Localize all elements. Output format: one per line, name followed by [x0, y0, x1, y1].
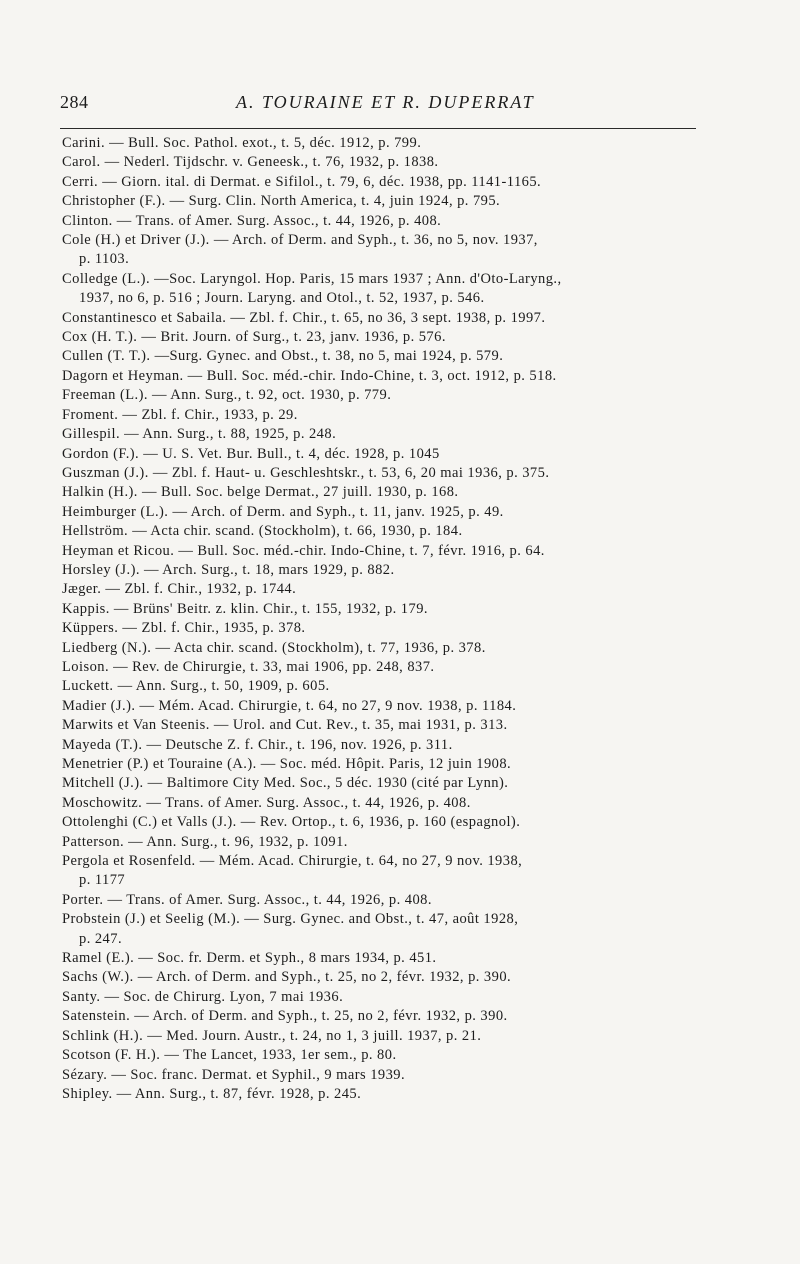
- reference-entry: Gordon (F.). — U. S. Vet. Bur. Bull., t. 4, déc. 1928, p. 1045: [62, 445, 440, 462]
- reference-entry: Heimburger (L.). — Arch. of Derm. and Syph., t. 11, janv. 1925, p. 49.: [62, 503, 504, 520]
- reference-entry: Heyman et Ricou. — Bull. Soc. méd.-chir. Indo-Chine, t. 7, févr. 1916, p. 64.: [62, 542, 545, 559]
- reference-entry: Carini. — Bull. Soc. Pathol. exot., t. 5, déc. 1912, p. 799.: [62, 135, 422, 151]
- reference-entry: Colledge (L.). —Soc. Laryngol. Hop. Paris, 15 mars 1937 ; Ann. d'Oto-Laryng.,: [62, 270, 562, 287]
- reference-entry: Ottolenghi (C.) et Valls (J.). — Rev. Ortop., t. 6, 1936, p. 160 (espagnol).: [62, 814, 521, 831]
- reference-entry: Cullen (T. T.). —Surg. Gynec. and Obst., t. 38, no 5, mai 1924, p. 579.: [62, 348, 504, 365]
- reference-entry: Mitchell (J.). — Baltimore City Med. Soc., 5 déc. 1930 (cité par Lynn).: [62, 775, 509, 792]
- reference-entry: Luckett. — Ann. Surg., t. 50, 1909, p. 605.: [62, 678, 330, 695]
- reference-continuation: p. 247.: [79, 930, 123, 947]
- reference-entry: Halkin (H.). — Bull. Soc. belge Dermat., 27 juill. 1930, p. 168.: [62, 484, 459, 501]
- reference-entry: Sézary. — Soc. franc. Dermat. et Syphil., 9 mars 1939.: [62, 1066, 406, 1083]
- reference-entry: Mayeda (T.). — Deutsche Z. f. Chir., t. 196, nov. 1926, p. 311.: [62, 736, 453, 753]
- reference-entry: Constantinesco et Sabaila. — Zbl. f. Chir., t. 65, no 36, 3 sept. 1938, p. 1997.: [62, 309, 546, 326]
- reference-entry: Christopher (F.). — Surg. Clin. North America, t. 4, juin 1924, p. 795.: [62, 193, 501, 210]
- reference-continuation: 1937, no 6, p. 516 ; Journ. Laryng. and Otol., t. 52, 1937, p. 546.: [79, 290, 485, 307]
- reference-entry: Freeman (L.). — Ann. Surg., t. 92, oct. 1930, p. 779.: [62, 387, 392, 404]
- reference-entry: Madier (J.). — Mém. Acad. Chirurgie, t. 64, no 27, 9 nov. 1938, p. 1184.: [62, 697, 517, 714]
- reference-entry: Küppers. — Zbl. f. Chir., 1935, p. 378.: [62, 620, 306, 637]
- reference-entry: Gillespil. — Ann. Surg., t. 88, 1925, p. 248.: [62, 426, 337, 443]
- reference-entry: Cerri. — Giorn. ital. di Dermat. e Sifilol., t. 79, 6, déc. 1938, pp. 1141-1165.: [62, 173, 542, 190]
- reference-entry: Pergola et Rosenfeld. — Mém. Acad. Chirurgie, t. 64, no 27, 9 nov. 1938,: [62, 853, 523, 870]
- reference-entry: Marwits et Van Steenis. — Urol. and Cut. Rev., t. 35, mai 1931, p. 313.: [62, 717, 508, 734]
- running-title: A. TOURAINE ET R. DUPERRAT: [236, 92, 535, 112]
- reference-entry: Ramel (E.). — Soc. fr. Derm. et Syph., 8 mars 1934, p. 451.: [62, 950, 437, 967]
- reference-entry: Cox (H. T.). — Brit. Journ. of Surg., t. 23, janv. 1936, p. 576.: [62, 329, 446, 346]
- reference-entry: Patterson. — Ann. Surg., t. 96, 1932, p. 1091.: [62, 833, 348, 850]
- reference-entry: Clinton. — Trans. of Amer. Surg. Assoc., t. 44, 1926, p. 408.: [62, 212, 442, 229]
- reference-entry: Satenstein. — Arch. of Derm. and Syph., t. 25, no 2, févr. 1932, p. 390.: [62, 1008, 508, 1025]
- reference-entry: Menetrier (P.) et Touraine (A.). — Soc. méd. Hôpit. Paris, 12 juin 1908.: [62, 756, 512, 772]
- reference-continuation: p. 1103.: [79, 251, 130, 268]
- header-rule: [60, 128, 696, 129]
- reference-entry: Santy. — Soc. de Chirurg. Lyon, 7 mai 1936.: [62, 988, 344, 1005]
- reference-entry: Loison. — Rev. de Chirurgie, t. 33, mai 1906, pp. 248, 837.: [62, 658, 435, 675]
- reference-entry: Horsley (J.). — Arch. Surg., t. 18, mars 1929, p. 882.: [62, 561, 395, 578]
- reference-entry: Cole (H.) et Driver (J.). — Arch. of Derm. and Syph., t. 36, no 5, nov. 1937,: [62, 232, 538, 249]
- reference-entry: Carol. — Nederl. Tijdschr. v. Geneesk., t. 76, 1932, p. 1838.: [62, 154, 439, 171]
- reference-list: [62, 134, 722, 1104]
- reference-entry: Sachs (W.). — Arch. of Derm. and Syph., t. 25, no 2, févr. 1932, p. 390.: [62, 969, 512, 986]
- reference-entry: Froment. — Zbl. f. Chir., 1933, p. 29.: [62, 406, 298, 423]
- reference-entry: Porter. — Trans. of Amer. Surg. Assoc., t. 44, 1926, p. 408.: [62, 891, 432, 908]
- reference-entry: Moschowitz. — Trans. of Amer. Surg. Assoc., t. 44, 1926, p. 408.: [62, 794, 471, 811]
- reference-entry: Kappis. — Brüns' Beitr. z. klin. Chir., t. 155, 1932, p. 179.: [62, 600, 428, 617]
- reference-entry: Schlink (H.). — Med. Journ. Austr., t. 24, no 1, 3 juill. 1937, p. 21.: [62, 1027, 482, 1044]
- reference-entry: Liedberg (N.). — Acta chir. scand. (Stockholm), t. 77, 1936, p. 378.: [62, 639, 486, 656]
- reference-entry: Hellström. — Acta chir. scand. (Stockholm), t. 66, 1930, p. 184.: [62, 523, 463, 540]
- page-number: 284: [60, 92, 89, 112]
- reference-entry: Probstein (J.) et Seelig (M.). — Surg. Gynec. and Obst., t. 47, août 1928,: [62, 911, 519, 928]
- reference-entry: Jæger. — Zbl. f. Chir., 1932, p. 1744.: [62, 581, 297, 598]
- page-header: [60, 92, 700, 116]
- reference-continuation: p. 1177: [79, 872, 126, 889]
- reference-entry: Scotson (F. H.). — The Lancet, 1933, 1er sem., p. 80.: [62, 1047, 397, 1064]
- reference-entry: Shipley. — Ann. Surg., t. 87, févr. 1928, p. 245.: [62, 1085, 362, 1102]
- reference-entry: Guszman (J.). — Zbl. f. Haut- u. Geschleshtskr., t. 53, 6, 20 mai 1936, p. 375.: [62, 464, 550, 481]
- reference-entry: Dagorn et Heyman. — Bull. Soc. méd.-chir. Indo-Chine, t. 3, oct. 1912, p. 518.: [62, 367, 557, 384]
